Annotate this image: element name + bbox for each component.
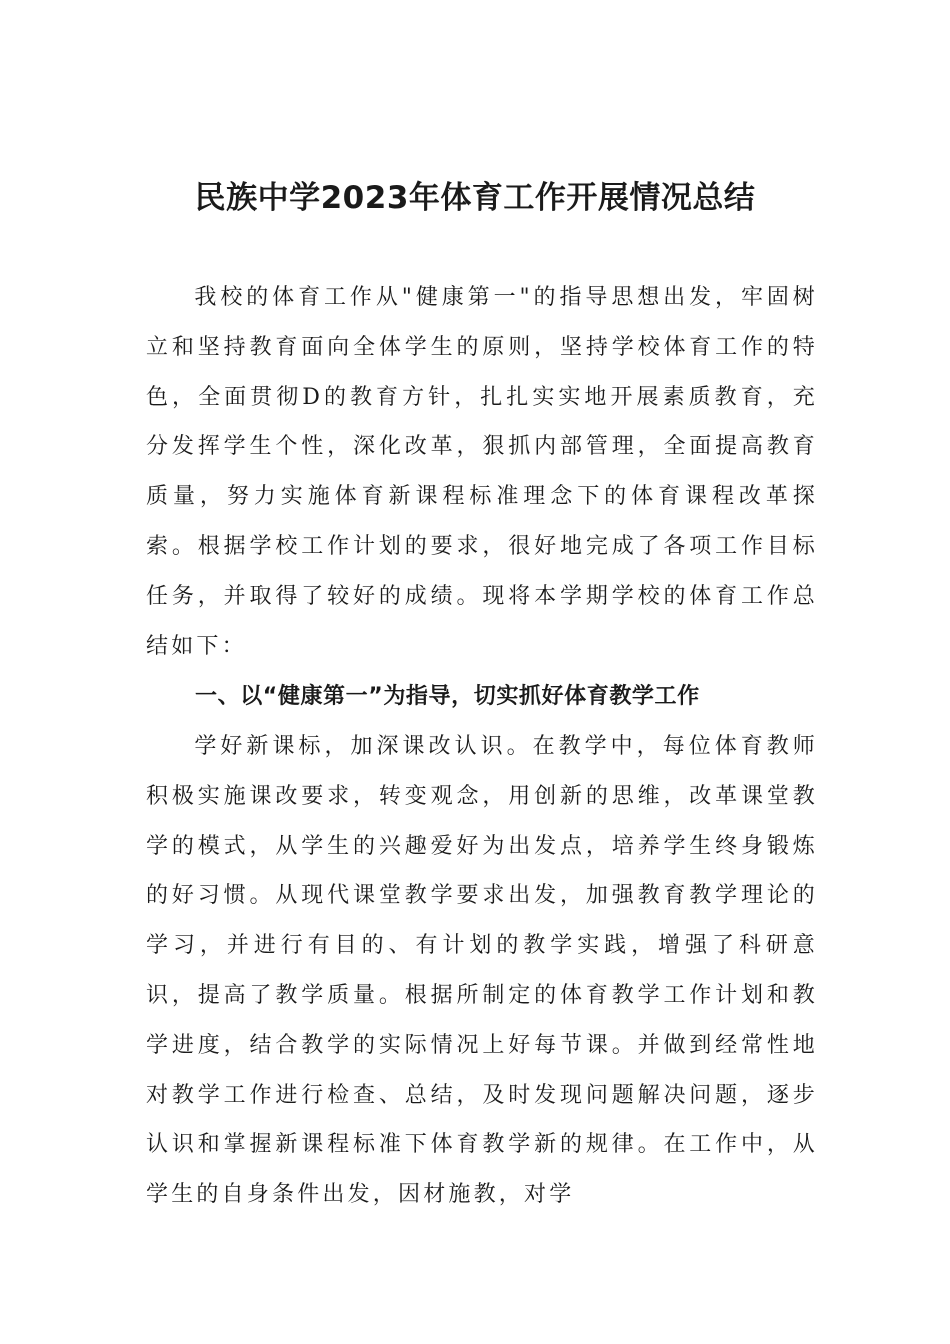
document-title: 民族中学2023年体育工作开展情况总结 — [194, 180, 756, 216]
section-heading: 一、以“健康第一”为指导，切实抓好体育教学工作 — [195, 684, 700, 709]
intro-paragraph: 我校的体育工作从"健康第一"的指导思想出发，牢固树立和坚持教育面向全体学生的原则，坚持学校体育工作的特色，全面贯彻D的教育方针，扎扎实实地开展素质教育，充分发挥学生个性，深化改革，狠抓内部管理，全面提高教育质量，努力实施体育新课程标准理念下的体育课程改革探索。根据学校工作计划的要求，很好地完成了各项工作目标任务，并取得了较好的成绩。现将本学期学校的体育工作总结如下： — [146, 285, 818, 659]
section-paragraph: 学好新课标，加深课改认识。在教学中，每位体育教师积极实施课改要求，转变观念，用创新的思维，改革课堂教学的模式，从学生的兴趣爱好为出发点，培养学生终身锻炼的好习惯。从现代课堂教学要求出发，加强教育教学理论的学习，并进行有目的、有计划的教学实践，增强了科研意识，提高了教学质量。根据所制定的体育教学工作计划和教学进度，结合教学的实际情况上好每节课。并做到经常性地对教学工作进行检查、总结，及时发现问题解决问题，逐步认识和掌握新课程标准下体育教学新的规律。在工作中，从学生的自身条件出发，因材施教，对学 — [146, 734, 818, 1208]
